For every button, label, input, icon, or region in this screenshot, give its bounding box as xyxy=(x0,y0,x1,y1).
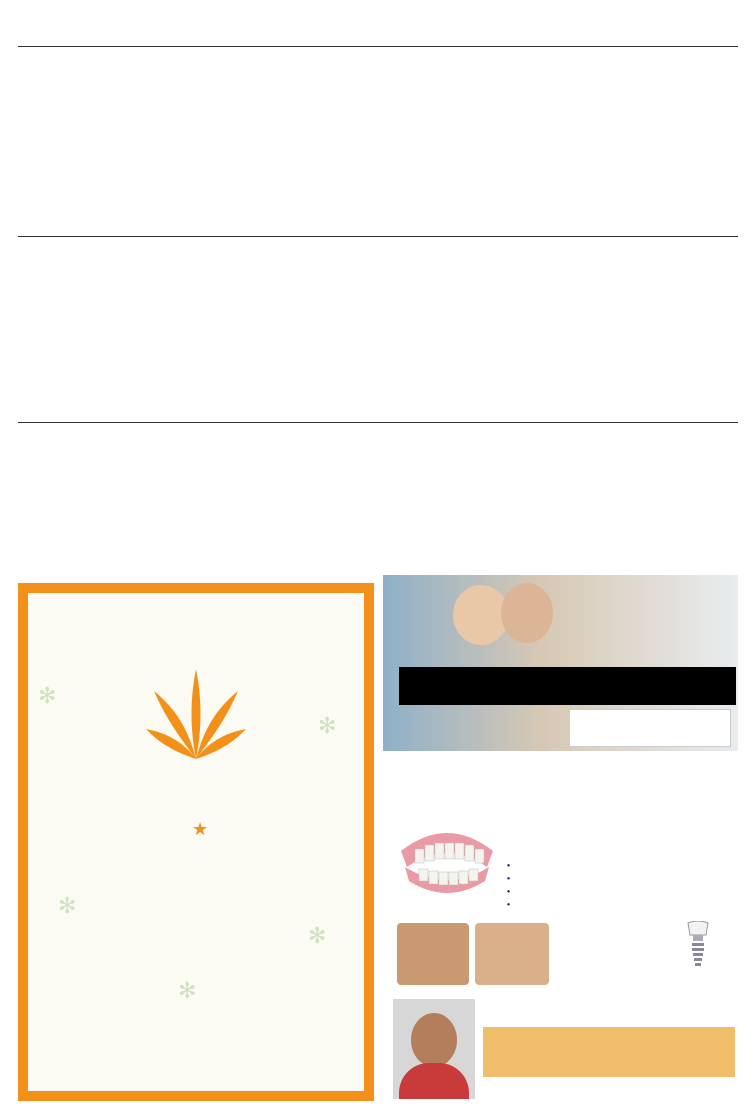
leaf-icon: ✻ xyxy=(58,893,77,918)
list-item: • xyxy=(507,899,510,909)
story-divider xyxy=(18,422,738,423)
implant-screw-icon xyxy=(685,921,711,971)
phone-number[interactable] xyxy=(569,709,731,747)
dental-implant-ad[interactable] xyxy=(383,575,738,1101)
sugar-column-3 xyxy=(383,53,557,233)
list-item: • xyxy=(507,873,510,883)
leaf-icon: ✻ xyxy=(38,683,57,708)
header-rule xyxy=(18,46,738,47)
warriors-column-4 xyxy=(566,241,738,419)
included-services-list xyxy=(507,859,510,911)
story-divider xyxy=(18,236,738,237)
implant-denture-image xyxy=(395,821,499,903)
orange-column-2 xyxy=(200,425,374,569)
center-name xyxy=(399,667,736,705)
sugar-column-1 xyxy=(18,110,192,232)
list-item: • xyxy=(507,860,510,870)
sugar-column-4 xyxy=(566,53,738,233)
warriors-column-1 xyxy=(18,306,192,418)
doctor-info-box xyxy=(483,1027,735,1077)
leaf-icon: ✻ xyxy=(308,923,327,948)
list-item: • xyxy=(507,886,510,896)
after-teeth-photo xyxy=(475,923,549,985)
warriors-column-3 xyxy=(383,241,557,419)
cannabis-leaf-logo xyxy=(146,669,246,761)
leaf-icon: ✻ xyxy=(178,978,197,1003)
page-header xyxy=(18,26,738,48)
doctor-photo xyxy=(393,999,475,1099)
orange-column-3 xyxy=(383,425,557,569)
orange-column-1 xyxy=(18,476,192,568)
warriors-column-2 xyxy=(200,241,374,419)
leaf-icon: ✻ xyxy=(318,713,337,738)
orange-column-4 xyxy=(566,425,738,569)
star-icon: ★ xyxy=(192,819,209,839)
cannabis-club-ad[interactable] xyxy=(18,583,374,1101)
man-face xyxy=(501,583,553,643)
before-teeth-photo xyxy=(397,923,469,985)
sugar-column-2 xyxy=(200,53,374,233)
